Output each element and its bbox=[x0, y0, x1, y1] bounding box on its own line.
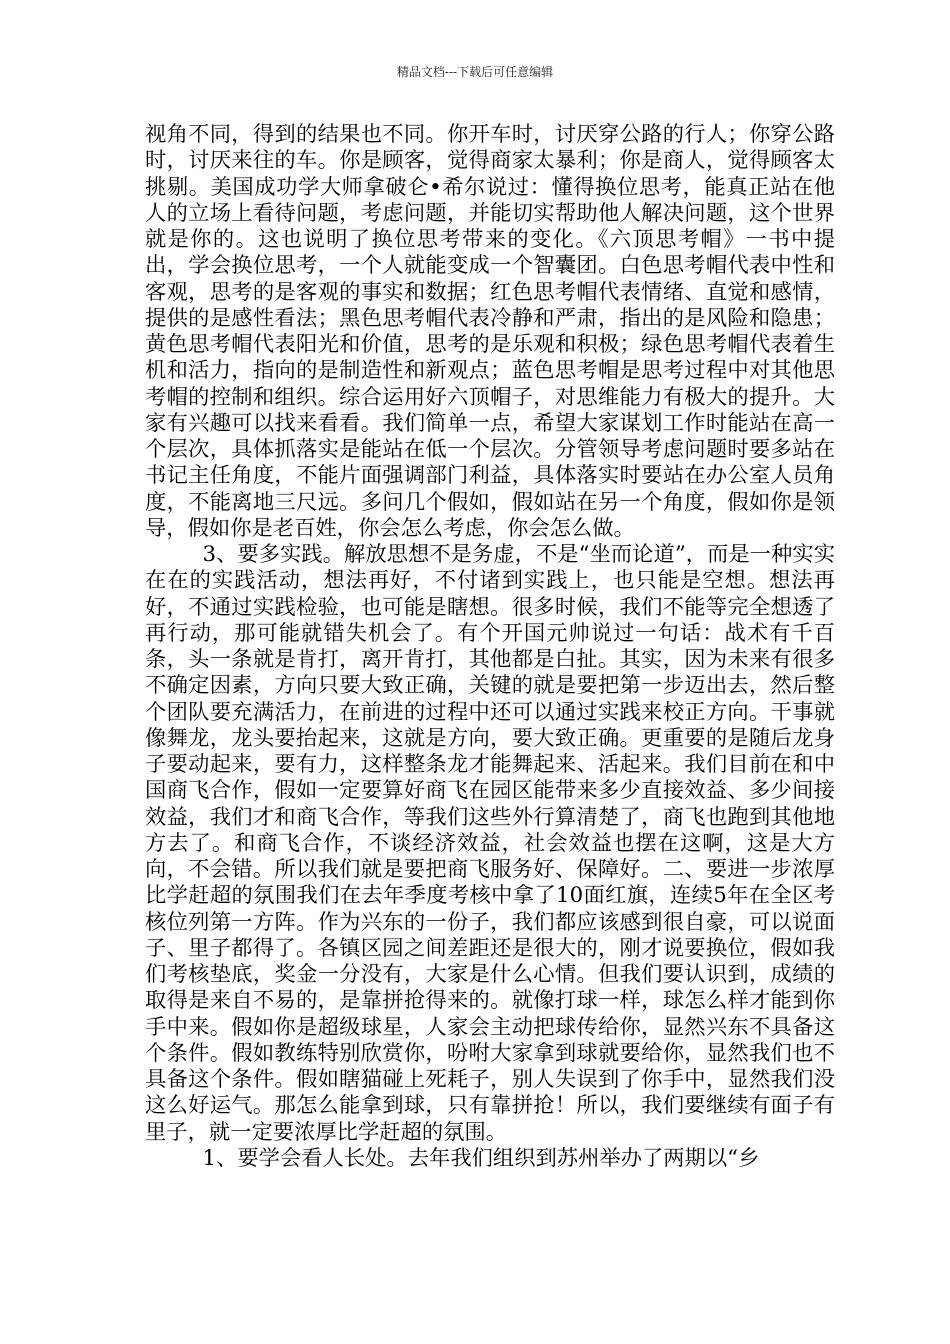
paragraph-learn-strengths: 1、要学会看人长处。去年我们组织到苏州举办了两期以“乡 bbox=[202, 1145, 760, 1171]
paragraph-practice: 3、要多实践。解放思想不是务虚，不是“坐而论道”，而是一种实实在在的实践活动，想法再好，不付诸到实践上，也只能是空想。想法再好，不通过实践检验，也可能是瞎想。很多时候，我们不能等完全想透了再行动，那可能就错失机会了。有个开国元帅说过一句话：战术有千百条，头一条就是肯打，离开肯打，其他都是白扯。其实，因为未来有很多不确定因素，方向只要大致正确，关键的就是要把第一步迈出去，然后整个团队要充满活力，在前进的过程中还可以通过实践来校正方向。干事就像舞龙，龙头要抬起来，这就是方向，要大致正确。更重要的是随后龙身子要动起来，要有力，这样整条龙才能舞起来、活起来。我们目前在和中国商飞合作，假如一定要算好商飞在园区能带来多少直接效益、多少间接效益，我们才和商飞合作，等我们这些外行算清楚了，商飞也跑到其他地方去了。和商飞合作，不谈经济效益，社会效益也摆在这啊，这是大方向，不会错。所以我们就是要把商飞服务好、保障好。二、要进一步浓厚比学赶超的氛围我们在去年季度考核中拿了10面红旗，连续5年在全区考核位列第一方阵。作为兴东的一份子，我们都应该感到很自豪，可以说面子、里子都得了。各镇区园之间差距还是很大的，刚才说要换位，假如我们考核垫底，奖金一分没有，大家是什么心情。但我们要认识到，成绩的取得是来自不易的，是靠拼抢得来的。就像打球一样，球怎么样才能到你手中来。假如你是超级球星，人家会主动把球传给你，显然兴东不具备这个条件。假如教练特别欣赏你，吩咐大家拿到球就要给你，显然我们也不具备这个条件。假如瞎猫碰上死耗子，别人失误到了你手中，显然我们没这么好运气。那怎么能拿到球，只有靠拼抢！所以，我们要继续有面子有里子，就一定要浓厚比学赶超的氛围。 bbox=[145, 542, 835, 1145]
paragraph-perspective: 视角不同，得到的结果也不同。你开车时，讨厌穿公路的行人；你穿公路时，讨厌来往的车。你是顾客，觉得商家太暴利；你是商人，觉得顾客太挑剔。美国成功学大师拿破仑•希尔说过：懂得换位思考，能真正站在他人的立场上看待问题，考虑问题，并能切实帮助他人解决问题，这个世界就是你的。这也说明了换位思考带来的变化。《六顶思考帽》一书中提出，学会换位思考，一个人就能变成一个智囊团。白色思考帽代表中性和客观，思考的是客观的事实和数据；红色思考帽代表情绪、直觉和感情，提供的是感性看法；黑色思考帽代表冷静和严肃，指出的是风险和隐患；黄色思考帽代表阳光和价值，思考的是乐观和积极；绿色思考帽代表着生机和活力，指向的是制造性和新观点；蓝色思考帽是思考过程中对其他思考帽的控制和组织。综合运用好六顶帽子，对思维能力有极大的提升。大家有兴趣可以找来看看。我们简单一点，希望大家谋划工作时能站在高一个层次，具体抓落实是能站在低一个层次。分管领导考虑问题时要多站在书记主任角度，不能片面强调部门利益，具体落实时要站在办公室人员角度，不能离地三尺远。多问几个假如，假如站在另一个角度，假如你是领导，假如你是老百姓，你会怎么考虑，你会怎么做。 bbox=[145, 122, 835, 541]
document-body bbox=[145, 122, 835, 1172]
page-header: 精品文档---下载后可任意编辑 bbox=[396, 65, 554, 79]
